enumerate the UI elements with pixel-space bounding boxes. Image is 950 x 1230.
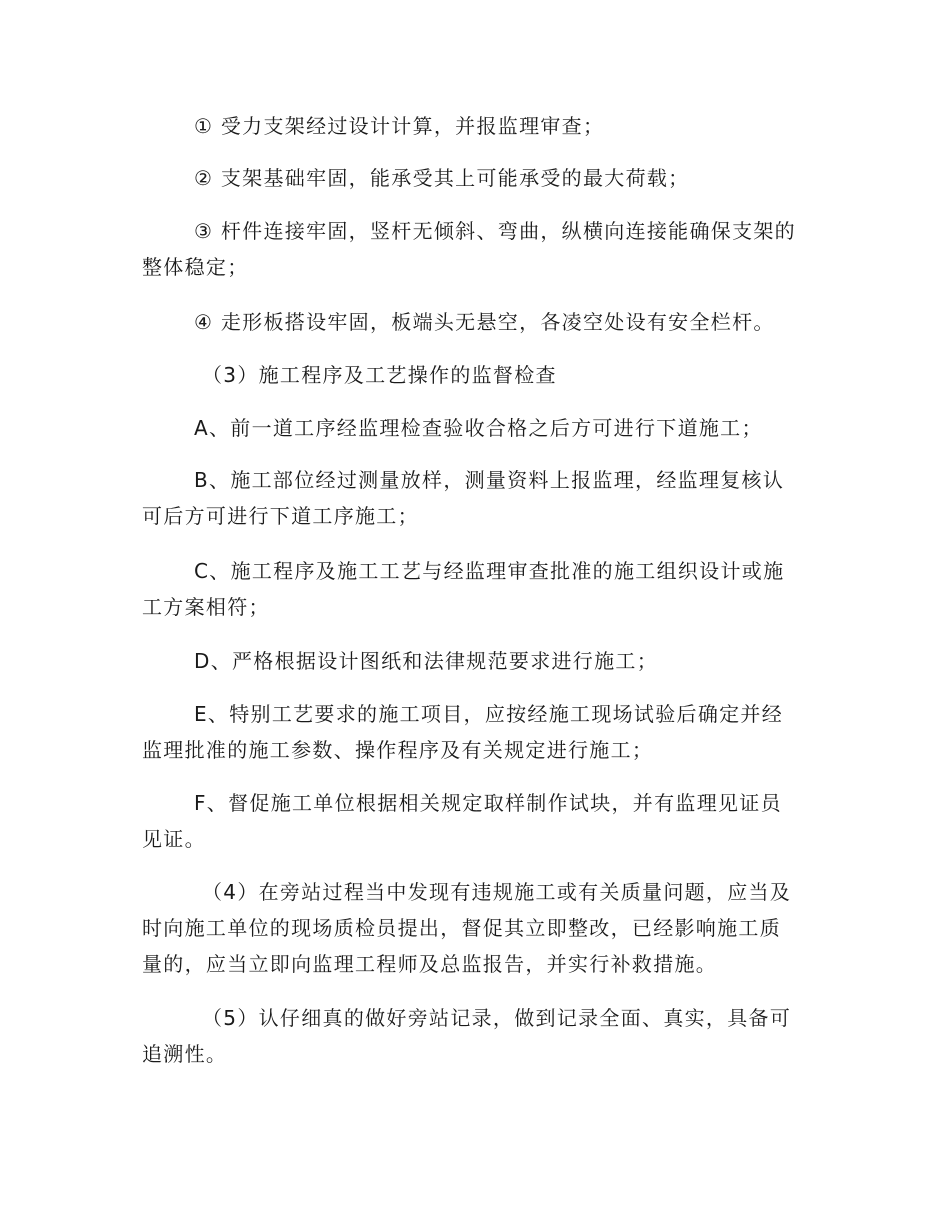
section-heading-3	[142, 357, 810, 393]
item-c	[142, 553, 810, 625]
list-item-1	[142, 108, 810, 144]
paragraph-line: （5）认仔细真的做好旁站记录，做到记录全面、真实，具备可	[202, 1006, 792, 1030]
item-b	[142, 462, 810, 534]
paragraph-line: A、前一道工序经监理检查验收合格之后方可进行下道施工；	[194, 416, 763, 440]
paragraph-5	[142, 1000, 810, 1072]
paragraph-line: D、严格根据设计图纸和法律规范要求进行施工；	[194, 649, 658, 673]
paragraph-line: （3）施工程序及工艺操作的监督检查	[202, 363, 557, 387]
paragraph-line: 可后方可进行下道工序施工；	[142, 504, 419, 528]
item-a	[142, 410, 810, 446]
paragraph-line: 时向施工单位的现场质检员提出，督促其立即整改，已经影响施工质	[142, 916, 781, 940]
list-item-3	[142, 213, 810, 285]
item-d	[142, 643, 810, 679]
paragraph-line: 整体稳定；	[142, 255, 249, 279]
paragraph-line: ④ 走形板搭设牢固，板端头无悬空，各凌空处设有安全栏杆。	[194, 310, 775, 334]
paragraph-line: 见证。	[142, 827, 206, 851]
paragraph-line: 追溯性。	[142, 1042, 228, 1066]
paragraph-line: F、督促施工单位根据相关规定取样制作试块，并有监理见证员	[194, 791, 782, 815]
paragraph-line: C、施工程序及施工工艺与经监理审查批准的施工组织设计或施	[194, 559, 785, 583]
item-f	[142, 785, 810, 857]
item-e	[142, 696, 810, 768]
list-item-2	[142, 160, 810, 196]
list-item-4	[142, 304, 810, 340]
paragraph-line: 监理批准的施工参数、操作程序及有关规定进行施工；	[142, 738, 654, 762]
paragraph-line: ③ 杆件连接牢固，竖杆无倾斜、弯曲，纵横向连接能确保支架的	[194, 219, 796, 243]
paragraph-line: 量的，应当立即向监理工程师及总监报告，并实行补救措施。	[142, 952, 718, 976]
paragraph-line: 工方案相符；	[142, 595, 270, 619]
paragraph-line: ① 受力支架经过设计计算，并报监理审查；	[194, 114, 605, 138]
paragraph-line: B、施工部位经过测量放样，测量资料上报监理，经监理复核认	[194, 468, 785, 492]
paragraph-line: （4）在旁站过程当中发现有违规施工或有关质量问题，应当及	[202, 880, 792, 904]
paragraph-line: E、特别工艺要求的施工项目，应按经施工现场试验后确定并经	[194, 702, 784, 726]
paragraph-line: ② 支架基础牢固，能承受其上可能承受的最大荷载；	[194, 166, 690, 190]
paragraph-4	[142, 874, 810, 982]
